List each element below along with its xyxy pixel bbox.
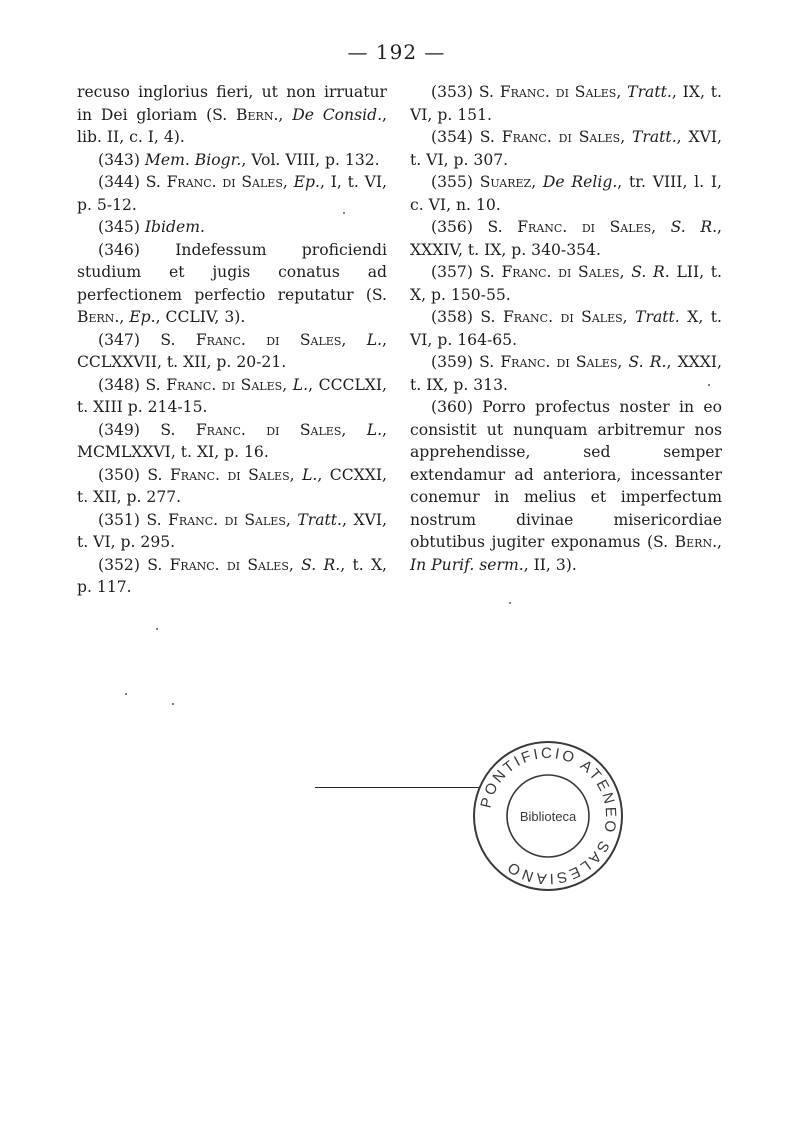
footnote-text: , lib. II, c. I, 4). [77,105,387,146]
footnote-text: S. [487,218,518,236]
stamp-ring-text: PONTIFICIO ATENEO SALESIANO [477,744,620,888]
footnote-text: Tratt. [635,308,680,326]
footnote-number: (359) [431,353,480,371]
footnote-text: Franc. di Sales [169,555,289,574]
footnote-text: , XVI, t. VI, p. 307. [410,128,722,169]
stamp-center-text: Biblioteca [519,809,577,824]
footnote-text: , MCMLXXVI, t. XI, p. 16. [77,420,388,461]
footnote [410,81,722,126]
footnote-text: Ep. [129,308,156,326]
footnote [77,81,387,149]
footnote [410,216,722,261]
footnote-text: S. R. [301,555,341,574]
footnote-text: , t. X, p. 117. [77,555,388,596]
footnote [410,396,722,576]
footnote-text: Franc. di Sales [195,330,342,349]
footnote-text: Bern. [236,105,279,124]
footnote-text: S. [160,420,196,439]
footnote-number: (350) [98,465,148,484]
footnote-text: Franc. di Sales [169,465,290,484]
footnote-text: , [282,173,294,191]
footnote-text: , [278,105,293,124]
footnote-text: , [289,465,303,484]
footnote-number: (349) [98,420,161,439]
footnote [77,239,387,329]
footnote [77,419,387,464]
footnote-text: , [285,510,298,529]
footnote-text: Ep. [293,173,320,191]
speck [125,693,127,695]
footnote-text: L. [366,330,383,349]
footnote-text: Mem. Biogr. [144,150,242,169]
footnote-text: , [119,308,130,326]
footnote-text: S. [160,330,196,349]
footnote-text: Porro profectus noster in eo consistit ut nunquam arbitremur nos apprehendisse, sed semper extendamur ad anteriora, incessanter conemur in melius et imperfectum nostrum divinae misericordiae obtutibus jugiter exponamus (S. [410,398,722,551]
footnote-text: In Purif. serm. [410,555,524,574]
footnote-text: LII, t. X, p. 150-55. [410,263,722,304]
footnote [77,374,387,419]
footnote [410,306,722,351]
footnote-text: L. [292,375,309,394]
footnote-text: Suarez [479,173,532,191]
footnote-text: X, t. VI, p. 164-65. [410,308,722,349]
footnote-text: Franc. di Sales [168,510,286,529]
footnote-text: , [616,83,628,101]
footnote-text: , [651,218,671,236]
footnote-number: (356) [431,218,488,236]
footnote [410,126,722,171]
footnote-text: , IX, t. VI, p. 151. [410,83,723,124]
footnote-text: S. [479,353,501,371]
speck [343,212,345,214]
speck [172,703,174,705]
footnote-text: , XVI, t. VI, p. 295. [77,510,387,551]
footnote-text: , XXXI, t. IX, p. 313. [410,353,722,394]
footnote-text: , I, t. VI, p. 5-12. [77,173,387,214]
footnote-number: (360) [431,398,483,416]
footnote-text: , [617,353,629,371]
footnote [77,464,387,509]
footnote-text: Ibidem. [144,218,205,236]
footnote-text: recuso inglorius fieri, ut non irruatur in Dei gloriam (S. [77,83,387,124]
footnote-text: Tratt. [627,83,672,101]
footnote-number: (352) [98,555,148,574]
footnote-text: Franc. di Sales [517,218,652,236]
footnote-text: , [288,555,302,574]
footnote-text: Indefessum proficiendi studium et jugis conatus ad perfectionem perfectio reputatur (S. [77,240,387,304]
footnote [77,216,387,239]
footnote [77,149,387,172]
footnote-number: (358) [431,308,481,326]
footnote-text: Bern. [674,533,718,551]
library-stamp-icon [470,738,626,894]
footnote-text: L. [302,465,318,484]
footnote-text: De Relig. [542,173,618,191]
footnote-text: , II, 3). [523,555,577,574]
footnote-text: S. [147,465,170,484]
footnote-number: (347) [98,330,161,349]
footnote-text: De Consid. [292,105,383,124]
footnote-number: (344) [98,173,146,191]
footnote-text: , [619,263,632,281]
footnote-text: , [620,128,633,146]
page-number: — 192 — [347,40,446,64]
footnote-number: (348) [98,375,146,394]
footnote-number: (354) [431,128,480,146]
footnote [77,171,387,216]
footnote [77,329,387,374]
footnote-text: Franc. di Sales [195,420,342,439]
footnote-text: Franc. di Sales [501,128,621,146]
footnote [410,261,722,306]
footnote-number: (346) [98,240,176,259]
footnote-text: , [341,420,367,439]
footnote-text: , CCLIV, 3). [155,308,246,326]
footnote-text: S. [479,128,502,146]
footnote [77,509,387,554]
footnote-text: Franc. di Sales [499,83,617,101]
footnote-text: S. [480,308,503,326]
footnote-number: (343) [98,150,145,169]
footnote-text: , [282,375,293,394]
footnote-text: , [622,308,636,326]
footnote [410,351,722,396]
footnote-text: Tratt. [632,128,677,146]
footnote-number: (355) [431,173,480,191]
speck [708,384,710,386]
footnote-text: S. [145,173,167,191]
footnote-text: , Vol. VIII, p. 132. [241,150,380,169]
footnote-text: S. [478,83,500,101]
footnote-text: Tratt. [297,510,343,529]
footnote-text: Franc. di Sales [166,173,283,191]
footnote [77,554,387,599]
horizontal-rule [315,787,480,788]
footnote-text: Bern. [77,308,120,326]
footnote-text: S. [479,263,502,281]
footnote-text: S. R. [628,353,667,371]
footnotes-left-column [77,81,387,599]
footnote-text: , CCCLXI, t. XIII p. 214-15. [77,375,388,416]
footnote-text: , CCXXI, t. XII, p. 277. [77,465,387,506]
footnote-text: Franc. di Sales [502,308,623,326]
footnote-text: S. [147,555,170,574]
footnote-text: S. [146,510,169,529]
footnotes-right-column [410,81,722,576]
speck [156,628,158,630]
footnote-text: S. R. [631,263,670,281]
speck [509,602,511,604]
footnote [410,171,722,216]
footnote-text: L. [366,420,383,439]
footnote-text: , [341,330,367,349]
footnote-text: , CCLXXVII, t. XII, p. 20-21. [77,330,388,371]
footnote-number: (353) [431,83,479,101]
footnote-text: S. [145,375,167,394]
footnote-text: Franc. di Sales [500,353,618,371]
footnote-text: , [717,533,722,551]
footnote-text: , XXXIV, t. IX, p. 340-354. [410,218,722,259]
footnote-text: , [531,173,543,191]
footnote-number: (345) [98,218,145,236]
footnote-text: Franc. di Sales [166,375,283,394]
footnote-text: S. R. [670,218,718,236]
footnote-text: Franc. di Sales [501,263,620,281]
footnote-number: (357) [431,263,480,281]
footnote-text: , tr. VIII, l. I, c. VI, n. 10. [410,173,722,214]
footnote-number: (351) [98,510,147,529]
